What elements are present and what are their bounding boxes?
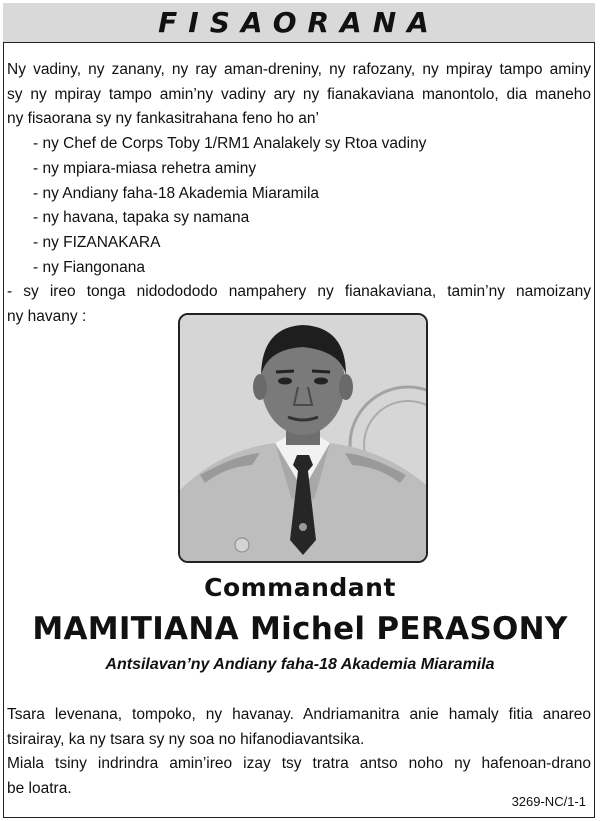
deceased-name: MAMITIANA Michel PERASONY [32,611,568,647]
portrait-photo [178,313,428,563]
portrait-illustration [180,315,426,561]
header-bar [3,3,595,43]
notice-body [7,58,591,330]
reference-code: 3269-NC/1-1 [511,794,586,809]
list-item: - ny Chef de Corps Toby 1/RM1 Analakely sy Rtoa vadiny [33,135,427,153]
list-item: - ny Andiany faha-18 Akademia Miaramila [33,184,320,202]
deceased-rank: Commandant [204,573,396,602]
list-item: - ny havana, tapaka sy namana [33,209,250,227]
thanks-list [7,132,591,280]
list-item: - ny Fiangonana [33,258,146,276]
final-line-1: - sy ireo tonga nidodododo nampahery ny fianakaviana, tamin’ny namoizany [7,283,591,301]
closing-line-2: tsirairay, ka ny tsara sy ny soa no hifanodiavantsika. [7,730,365,748]
intro-line-3: ny fisaorana sy ny fankasitrahana feno ho an’ [7,110,319,128]
closing-text [7,703,591,802]
closing-line-1: Tsara levenana, tompoko, ny havanay. Andriamanitra anie hamaly fitia anareo [7,706,591,723]
intro-line-1: Ny vadiny, ny zanany, ny ray aman-dreniny, ny rafozany, ny mpiray tampo aminy [7,61,591,78]
list-item: - ny FIZANAKARA [33,233,161,251]
final-line-2: ny havany : [7,308,87,326]
closing-line-4: be loatra. [7,780,72,798]
intro-line-2: sy ny mpiray tampo amin’ny vadiny ary ny fianakaviana manontolo, dia maneho [7,85,591,103]
closing-line-3: Miala tsiny indrindra amin’ireo izay tsy tratra antso noho ny hafenoan-drano [7,755,591,773]
header-title: FISAORANA [158,6,440,39]
list-item: - ny mpiara-miasa rehetra aminy [33,159,257,177]
deceased-subtitle: Antsilavan’ny Andiany faha-18 Akademia Miaramila [105,656,495,673]
